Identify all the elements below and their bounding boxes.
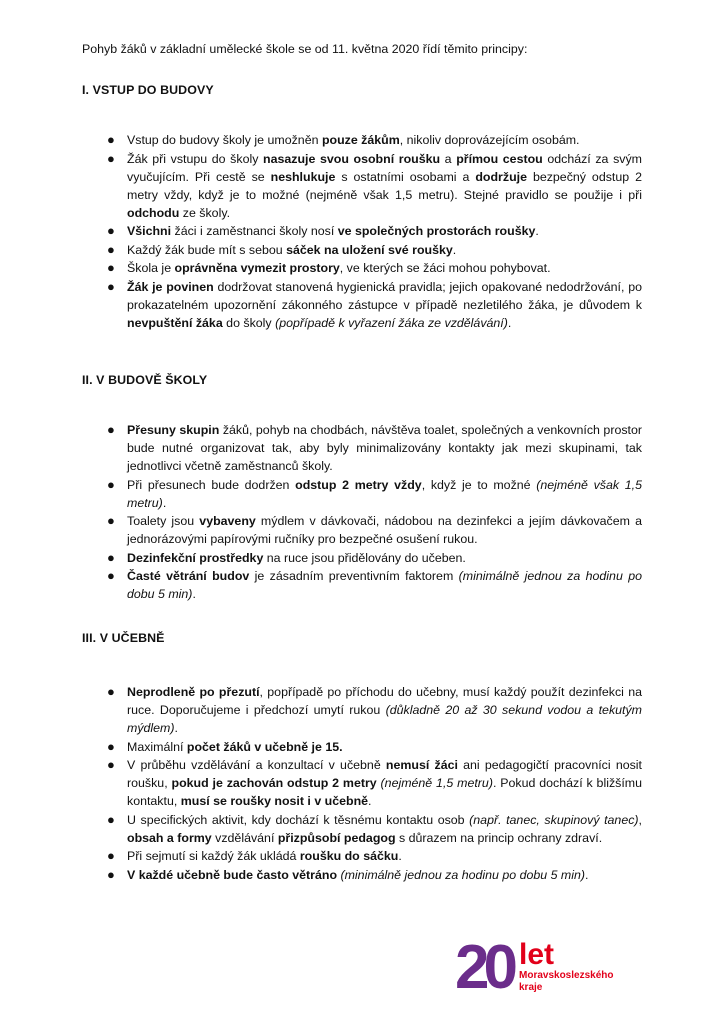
text-run: .	[535, 224, 539, 238]
text-run: je zásadním preventivním faktorem	[249, 569, 459, 583]
text-run: Při přesunech bude dodržen	[127, 477, 296, 492]
bullet-icon: ●	[107, 738, 115, 754]
text-run: , popřípadě po příchodu do učebny, musí každý použít dezinfekci na ruce. Doporučujeme i předchozí umytí rukou	[127, 685, 642, 717]
bullet-item	[82, 811, 642, 847]
bold-text: sáček na uložení své roušky	[286, 242, 453, 257]
section-heading-building: II. V BUDOVĚ ŠKOLY	[82, 373, 208, 387]
text-run: V průběhu vzdělávání a konzultací v učebně	[127, 758, 386, 772]
text-run: .	[585, 867, 589, 882]
italic-text: (důkladně 20 až 30 sekund vodou a tekutým mýdlem)	[127, 703, 642, 735]
text-run: a	[440, 151, 457, 166]
bullet-icon: ●	[107, 260, 115, 275]
bullet-item	[82, 756, 642, 810]
bullet-icon: ●	[107, 476, 115, 492]
intro-paragraph: Pohyb žáků v základní umělecké škole se od 11. května 2020 řídí těmito principy:	[82, 42, 528, 56]
bullet-item	[82, 278, 642, 332]
text-run: . Pokud dochází k bližšímu kontaktu,	[127, 776, 642, 808]
text-run: , nikoliv doprovázejícím osobám.	[399, 133, 580, 147]
bold-text: vybaveny	[199, 514, 256, 528]
bold-text: oprávněna vymezit prostory	[174, 261, 340, 275]
text-run: Škola je	[127, 261, 175, 275]
logo-number: 20	[455, 936, 512, 996]
section-heading-entry: I. VSTUP DO BUDOVY	[82, 83, 214, 97]
text-run: .	[398, 849, 402, 863]
text-run: , ve kterých se žáci mohou pohybovat.	[339, 261, 551, 275]
bullet-item	[82, 150, 642, 222]
text-run: .	[192, 587, 196, 601]
text-run: .	[507, 315, 512, 330]
bold-text: přímou cestou	[456, 151, 543, 166]
text-run: .	[162, 495, 167, 510]
bullet-item	[82, 512, 642, 548]
logo-region-line2: kraje	[519, 982, 543, 993]
text-run: .	[452, 242, 457, 257]
anniversary-logo	[455, 936, 655, 996]
bold-text: Přesuny skupin	[127, 423, 220, 437]
bold-text: nemusí žáci	[385, 758, 458, 772]
text-run: bezpečný odstup 2 metry vždy, když je to možné (nejméně však 1,5 metru). Stejné pravidlo se použije i při	[127, 169, 642, 202]
bold-text: neshlukuje	[270, 169, 336, 184]
bullet-item	[82, 476, 642, 512]
text-run: do školy	[222, 315, 276, 330]
logo-region-line1: Moravskoslezského	[519, 970, 614, 981]
text-run: U specifických aktivit, kdy dochází k těsnému kontaktu osob	[127, 812, 470, 827]
bold-text: dodržuje	[475, 169, 527, 184]
text-run: mýdlem v dávkovači, nádobou na dezinfekci a jejím dávkovačem a jednorázovými papírovými ručníky pro bezpečné osušení rukou.	[127, 514, 643, 546]
bullet-item	[82, 259, 642, 277]
bullet-icon: ●	[107, 848, 115, 863]
text-run: Maximální	[127, 739, 187, 754]
italic-text: (minimálně jednou za hodinu po dobu 5 min)	[127, 569, 642, 601]
section-heading-classroom: III. V UČEBNĚ	[82, 631, 165, 645]
italic-text: (popřípadě k vyřazení žáka ze vzdělávání)	[275, 315, 508, 330]
text-run: žáci i zaměstnanci školy nosí	[171, 224, 338, 238]
bullet-icon: ●	[107, 223, 115, 238]
text-run: vzdělávání	[211, 830, 278, 845]
bold-text: musí se roušky nosit i v učebně	[180, 794, 369, 808]
bullet-item	[82, 866, 642, 884]
bullet-icon: ●	[107, 422, 115, 437]
text-run: Vstup do budovy školy je umožněn	[127, 133, 322, 147]
bullet-icon: ●	[107, 549, 115, 565]
section-list-building	[82, 421, 642, 604]
bold-text: Všichni	[127, 224, 172, 238]
bullet-icon: ●	[107, 811, 115, 827]
bullet-item	[82, 567, 642, 603]
bullet-item	[82, 738, 642, 756]
italic-text: (nejméně 1,5 metru)	[380, 776, 493, 790]
bullet-icon: ●	[107, 568, 115, 583]
text-run: Každý žák bude mít s sebou	[127, 242, 287, 257]
text-run: Toalety jsou	[127, 514, 200, 528]
bold-text: odchodu	[127, 205, 180, 220]
text-run: ,	[638, 812, 642, 827]
bullet-icon: ●	[107, 132, 115, 147]
bullet-item	[82, 683, 642, 737]
text-run: s důrazem na princip ochrany zdraví.	[395, 830, 603, 845]
bold-text: pouze žákům	[321, 133, 400, 147]
text-run: .	[368, 794, 372, 808]
italic-text: (např. tanec, skupinový tanec)	[469, 812, 639, 827]
text-run: Žák při vstupu do školy	[127, 151, 264, 166]
bullet-icon: ●	[107, 513, 115, 528]
bold-text: odstup 2 metry vždy	[295, 477, 422, 492]
bullet-item	[82, 549, 642, 567]
bold-text: nevpuštění žáka	[127, 315, 223, 330]
text-run: dodržovat stanovená hygienická pravidla; jejich opakované nedodržování, po prokazatelném upozornění zákonného zástupce v případě nezletilého žáka, je důvodem k	[127, 279, 642, 312]
section-list-entry	[82, 131, 642, 332]
bullet-icon: ●	[107, 684, 115, 699]
bold-text: obsah a formy	[127, 830, 212, 845]
text-run: , když je to možné	[421, 477, 537, 492]
text-run: na ruce jsou přidělovány do učeben.	[263, 550, 466, 565]
bullet-icon: ●	[107, 150, 115, 166]
text-run: ze školy.	[179, 205, 231, 220]
bold-text: Časté větrání budov	[127, 569, 250, 583]
text-run: žáků, pohyb na chodbách, návštěva toalet, společných a venkovních prostor bude nutné organizovat tak, aby byly minimalizovány kontakty jak mezi skupinami, tak jednotlivci včetně zaměstnanců školy.	[127, 423, 642, 473]
bullet-item	[82, 241, 642, 259]
bold-text: roušku do sáčku	[299, 849, 399, 863]
logo-word: let	[519, 938, 555, 971]
bold-text: pokud je zachován odstup 2 metry	[171, 776, 377, 790]
section-list-classroom	[82, 683, 642, 884]
text-run: Při sejmutí si každý žák ukládá	[127, 849, 300, 863]
bullet-icon: ●	[107, 278, 115, 294]
text-run: .	[174, 721, 178, 735]
bold-text: ve společných prostorách roušky	[337, 224, 536, 238]
bold-text: Dezinfekční prostředky	[127, 550, 264, 565]
bold-text: Žák je povinen	[127, 279, 214, 294]
bullet-item	[82, 847, 642, 865]
italic-text: (nejméně však 1,5 metru)	[127, 477, 642, 510]
bullet-item	[82, 421, 642, 475]
bullet-icon: ●	[107, 866, 115, 882]
bullet-icon: ●	[107, 757, 115, 772]
bold-text: nasazuje svou osobní roušku	[263, 151, 441, 166]
bold-text: přizpůsobí pedagog	[277, 830, 396, 845]
bold-text: V každé učebně bude často větráno	[127, 867, 338, 882]
bullet-item	[82, 222, 642, 240]
bold-text: Neprodleně po přezutí	[127, 685, 260, 699]
text-run: ani pedagogičtí pracovníci nosit roušku,	[127, 758, 642, 790]
italic-text: (minimálně jednou za hodinu po dobu 5 min)	[340, 867, 586, 882]
bullet-icon: ●	[107, 241, 115, 257]
text-run: odchází za svým vyučujícím. Při cestě se	[127, 151, 642, 184]
bullet-item	[82, 131, 642, 149]
text-run: s ostatními osobami a	[335, 169, 476, 184]
bold-text: počet žáků v učebně je 15.	[186, 739, 343, 754]
